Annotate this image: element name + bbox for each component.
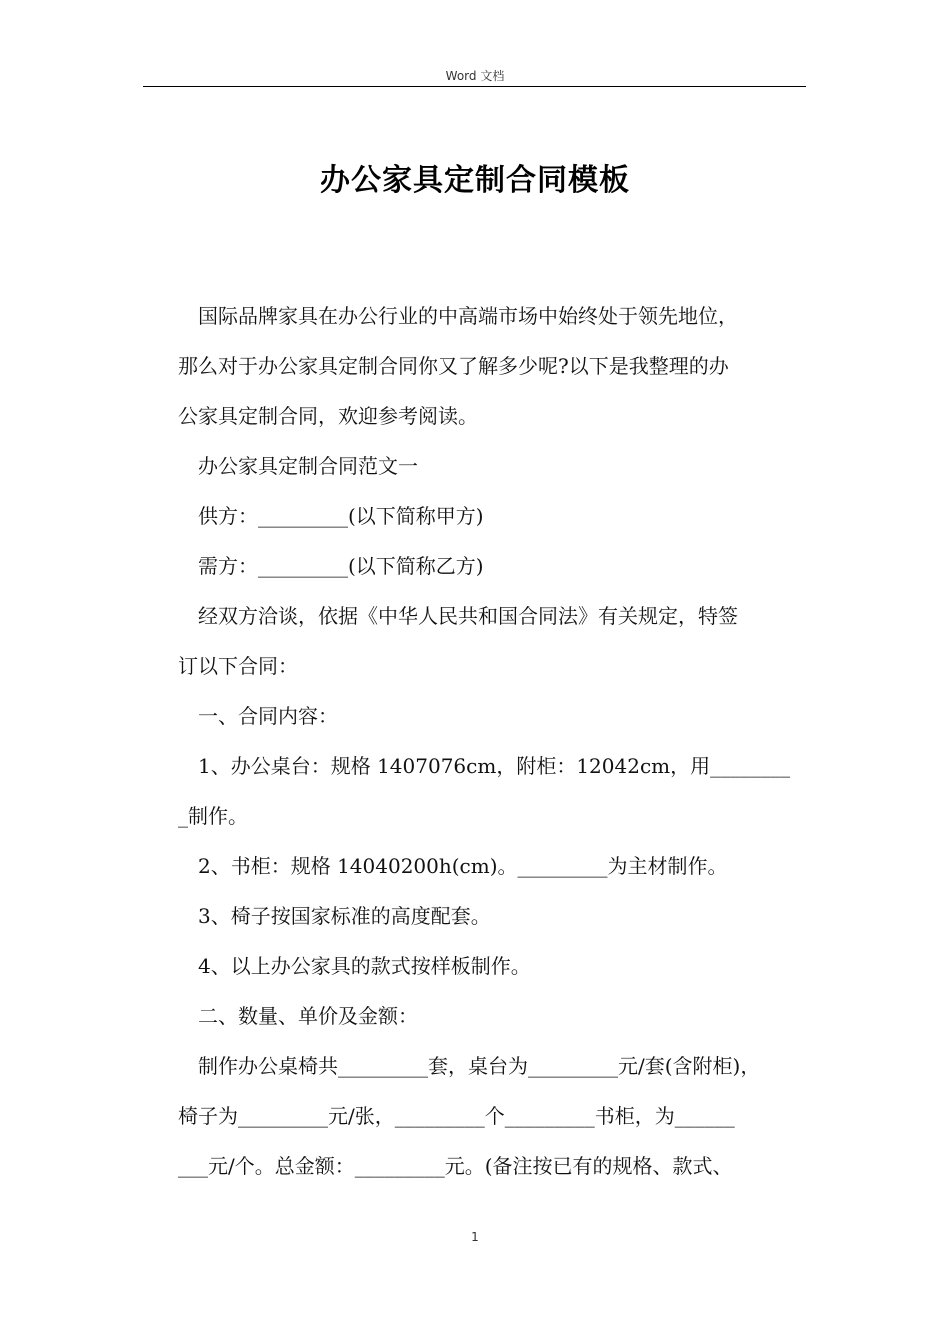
clause-item: 1、办公桌台：规格 1407076cm，附柜：12042cm，用________ (198, 754, 791, 778)
header-divider (143, 86, 806, 87)
clause-item: 2、书柜：规格 14040200h(cm)。_________为主材制作。 (198, 854, 728, 878)
clause-item: _制作。 (178, 804, 248, 828)
document-body (178, 291, 806, 1191)
paragraph-line: 那么对于办公家具定制合同你又了解多少呢?以下是我整理的办 (178, 354, 729, 378)
clause-item: 4、以上办公家具的款式按样板制作。 (198, 954, 531, 978)
document-title: 办公家具定制合同模板 (320, 163, 630, 198)
section-heading: 办公家具定制合同范文一 (198, 454, 418, 478)
paragraph-line: 国际品牌家具在办公行业的中高端市场中始终处于领先地位， (198, 304, 738, 328)
clause-heading: 二、数量、单价及金额： (198, 1004, 418, 1028)
paragraph-line: ___元/个。总金额：_________元。(备注按已有的规格、款式、 (178, 1154, 733, 1178)
paragraph-line: 制作办公桌椅共_________套，桌台为_________元/套(含附柜)， (198, 1054, 761, 1078)
buyer-line: 需方：_________(以下简称乙方) (198, 554, 484, 578)
paragraph-line: 椅子为_________元/张，_________个_________书柜，为______ (178, 1104, 735, 1128)
page-number: 1 (471, 1230, 479, 1244)
clause-item: 3、椅子按国家标准的高度配套。 (198, 904, 491, 928)
supplier-line: 供方：_________(以下简称甲方) (198, 504, 484, 528)
page-header-label: Word 文档 (445, 69, 505, 83)
paragraph-line: 经双方洽谈，依据《中华人民共和国合同法》有关规定，特签 (198, 604, 738, 628)
paragraph-line: 公家具定制合同，欢迎参考阅读。 (178, 404, 478, 428)
paragraph-line: 订以下合同： (178, 654, 298, 678)
clause-heading: 一、合同内容： (198, 704, 338, 728)
